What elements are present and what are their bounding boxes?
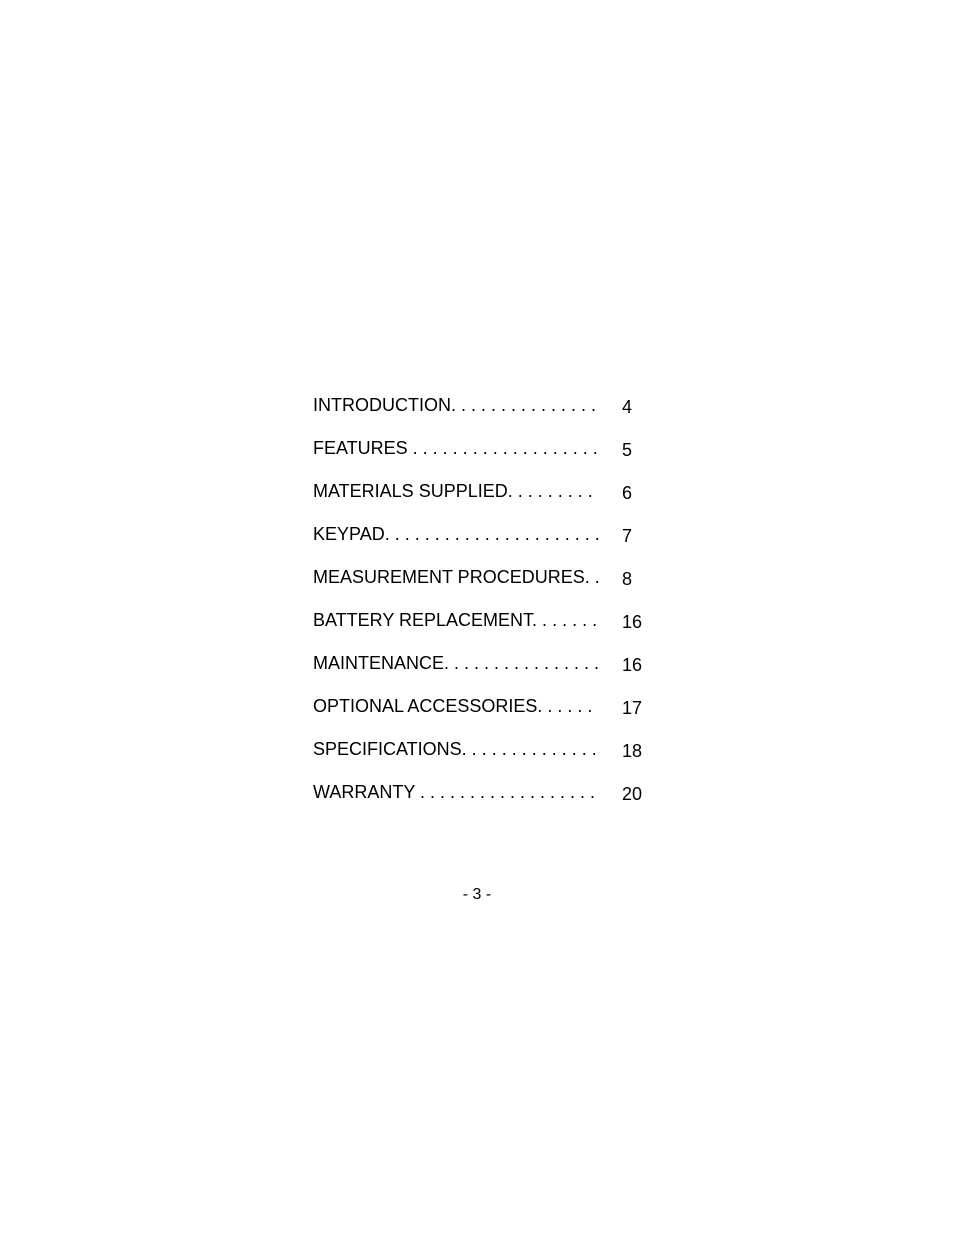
toc-row-optional-accessories xyxy=(313,694,653,737)
toc-row-warranty xyxy=(313,780,653,823)
toc-entry-title: BATTERY REPLACEMENT. . . . . . . xyxy=(313,610,598,630)
toc-entry-page: 16 xyxy=(622,612,643,632)
toc-row-battery-replacement xyxy=(313,608,653,651)
toc-entry-title: MAINTENANCE. . . . . . . . . . . . . . . . xyxy=(313,653,600,673)
toc-entry-title: SPECIFICATIONS. . . . . . . . . . . . . . xyxy=(313,739,597,759)
toc-entry-page: 7 xyxy=(622,526,633,546)
toc-row-maintenance xyxy=(313,651,653,694)
toc-entry-page: 16 xyxy=(622,655,643,675)
toc-entry-page: 18 xyxy=(622,741,643,761)
toc-entry-title: OPTIONAL ACCESSORIES. . . . . . xyxy=(313,696,593,716)
toc-entry-title: FEATURES . . . . . . . . . . . . . . . . . . . xyxy=(313,438,598,458)
toc-entry-title: WARRANTY . . . . . . . . . . . . . . . . . . xyxy=(313,782,596,802)
toc-row-keypad xyxy=(313,522,653,565)
toc-entry-title: KEYPAD. . . . . . . . . . . . . . . . . . . . . . xyxy=(313,524,600,544)
toc-row-introduction xyxy=(313,393,653,436)
toc-row-measurement-procedures xyxy=(313,565,653,608)
toc-entry-title: MATERIALS SUPPLIED. . . . . . . . . xyxy=(313,481,593,501)
toc-entry-page: 6 xyxy=(622,483,633,503)
toc-entry-title: MEASUREMENT PROCEDURES. . xyxy=(313,567,600,587)
toc-entry-title: INTRODUCTION. . . . . . . . . . . . . . . xyxy=(313,395,597,415)
page-number: - 3 - xyxy=(462,886,492,903)
toc-row-specifications xyxy=(313,737,653,780)
toc-entry-page: 8 xyxy=(622,569,633,589)
toc-row-materials-supplied xyxy=(313,479,653,522)
toc-entry-page: 20 xyxy=(622,784,643,804)
toc-entry-page: 5 xyxy=(622,440,633,460)
toc-entry-page: 17 xyxy=(622,698,643,718)
toc-row-features xyxy=(313,436,653,479)
table-of-contents xyxy=(313,393,653,823)
toc-entry-page: 4 xyxy=(622,397,633,417)
